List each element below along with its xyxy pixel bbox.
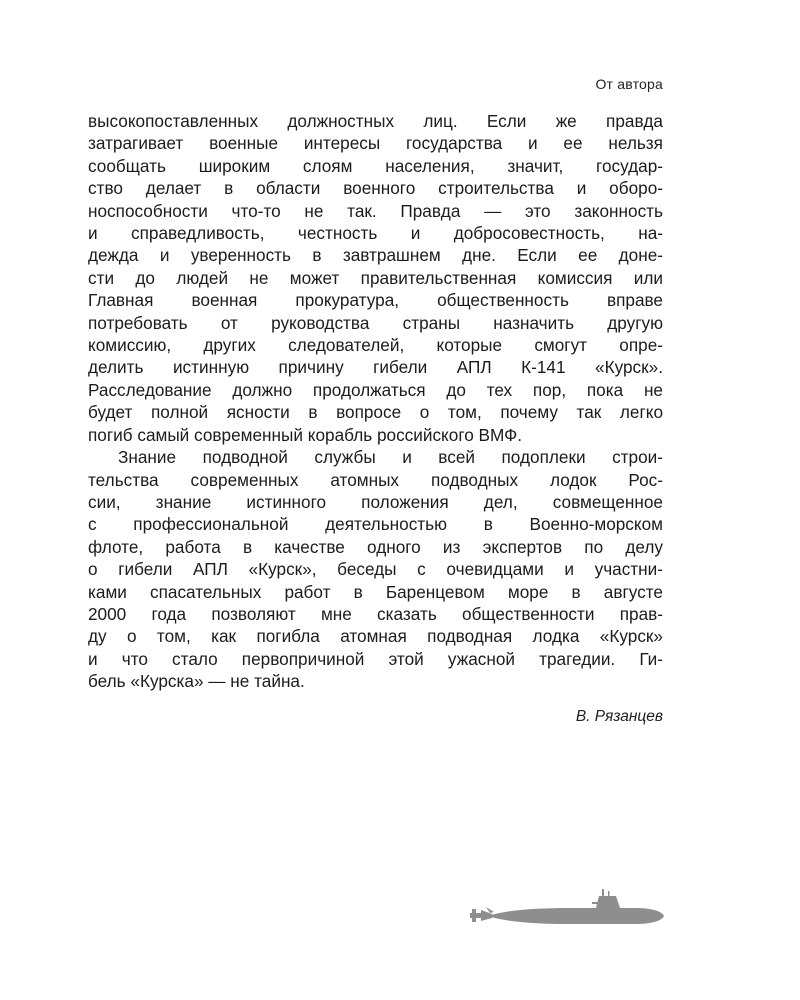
submarine-silhouette [470, 889, 664, 924]
text-line: носпособности что-то не так. Правда — это законность [88, 200, 663, 221]
text-line: и справедливость, честность и добросовестность, на- [88, 223, 663, 244]
text-line: Знание подводной службы и всей подоплеки строи- [118, 447, 663, 468]
text-line: о гибели АПЛ «Курск», беседы с очевидцами и участни- [88, 559, 663, 580]
text-line: делить истинную причину гибели АПЛ К-141 «Курск». [88, 357, 663, 378]
body-text [88, 110, 663, 693]
text-line: и что стало первопричиной этой ужасной трагедии. Ги- [88, 648, 663, 669]
text-line: 2000 года позволяют мне сказать общественности прав- [88, 603, 663, 624]
text-line: тельства современных атомных подводных лодок Рос- [88, 469, 663, 490]
text-line: сти до людей не может правительственная комиссия или [88, 267, 663, 288]
text-line: ками спасательных работ в Баренцевом море в августе [88, 581, 663, 602]
text-line: будет полной ясности в вопросе о том, почему так легко [88, 402, 663, 423]
text-line: высокопоставленных должностных лиц. Если же правда [88, 111, 663, 131]
text-line: погиб самый современный корабль российского ВМФ. [88, 424, 522, 445]
submarine-icon [468, 888, 665, 936]
text-line: бель «Курска» — не тайна. [88, 671, 305, 692]
text-line: с профессиональной деятельностью в Военно-морском [88, 514, 663, 535]
text-line: потребовать от руководства страны назначить другую [88, 312, 663, 333]
text-line: ство делает в области военного строительства и оборо- [88, 178, 663, 199]
text-line: дежда и уверенность в завтрашнем дне. Если ее доне- [88, 245, 663, 266]
paragraph [88, 446, 663, 692]
author-signature: В. Рязанцев [575, 708, 663, 725]
paragraph [88, 110, 663, 446]
text-line: ду о том, как погибла атомная подводная лодка «Курск» [88, 626, 663, 647]
text-line: комиссию, других следователей, которые смогут опре- [88, 335, 663, 356]
text-line: Главная военная прокуратура, общественность вправе [88, 290, 663, 311]
running-header: От автора [595, 76, 663, 92]
text-line: сообщать широким слоям населения, значит, государ- [88, 155, 663, 176]
text-line: сии, знание истинного положения дел, совмещенное [88, 491, 663, 512]
text-line: затрагивает военные интересы государства и ее нельзя [88, 133, 663, 154]
text-line: флоте, работа в качестве одного из экспертов по делу [88, 536, 663, 557]
text-line: Расследование должно продолжаться до тех пор, пока не [88, 379, 663, 400]
